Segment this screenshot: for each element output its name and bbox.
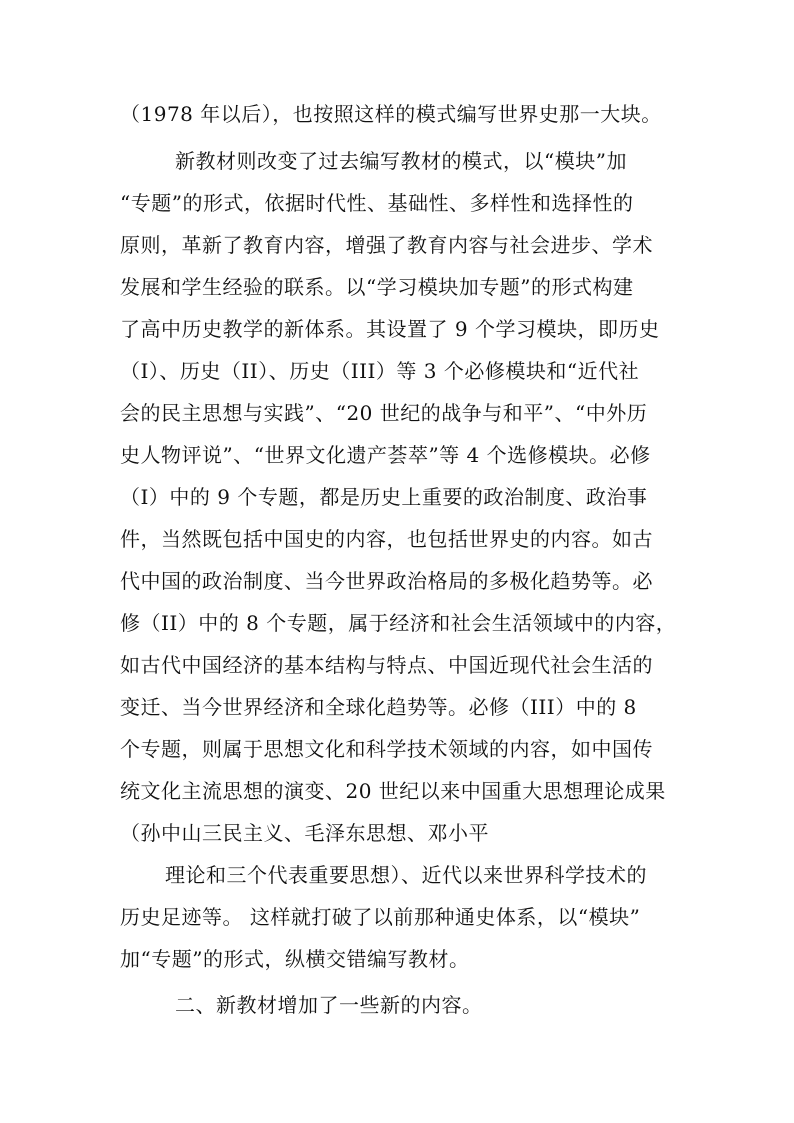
text-line-4: 原则，革新了教育内容，增强了教育内容与社会进步、学术: [120, 233, 653, 257]
text-line-12: 代中国的政治制度、当今世界政治格局的多极化趋势等。必: [120, 569, 653, 593]
text-line-20: 历史足迹等。 这样就打破了以前那种通史体系，以“模块”: [120, 905, 641, 929]
text-line-10: （I）中的 9 个专题，都是历史上重要的政治制度、政治事: [120, 485, 648, 509]
text-line-21: 加“专题”的形式，纵横交错编写教材。: [120, 947, 470, 971]
section-heading: 二、新教材增加了一些新的内容。: [175, 993, 483, 1017]
text-line-15: 变迁、当今世界经济和全球化趋势等。必修（III）中的 8: [120, 695, 637, 719]
text-line-16: 个专题，则属于思想文化和科学技术领域的内容，如中国传: [120, 737, 653, 761]
text-line-19: 理论和三个代表重要思想）、近代以来世界科学技术的: [165, 863, 647, 887]
text-line-13: 修（II）中的 8 个专题，属于经济和社会生活领域中的内容，: [120, 611, 677, 635]
text-line-7: （I）、历史（II）、历史（III）等 3 个必修模块和“近代社: [120, 359, 640, 383]
text-line-1: （1978 年以后），也按照这样的模式编写世界史那一大块。: [120, 102, 662, 126]
text-line-5: 发展和学生经验的联系。以“学习模块加专题”的形式构建: [120, 275, 634, 299]
text-line-18: （孙中山三民主义、毛泽东思想、邓小平: [120, 821, 489, 845]
text-line-11: 件，当然既包括中国史的内容，也包括世界史的内容。如古: [120, 527, 653, 551]
text-line-9: 史人物评说”、“世界文化遗产荟萃”等 4 个选修模块。必修: [120, 443, 651, 467]
text-line-14: 如古代中国经济的基本结构与特点、中国近现代社会生活的: [120, 653, 653, 677]
text-line-3: “专题”的形式，依据时代性、基础性、多样性和选择性的: [120, 191, 634, 215]
text-line-17: 统文化主流思想的演变、20 世纪以来中国重大思想理论成果: [120, 779, 666, 803]
text-line-8: 会的民主思想与实践”、“20 世纪的战争与和平”、“中外历: [120, 401, 648, 425]
text-line-6: 了高中历史教学的新体系。其设置了 9 个学习模块，即历史: [120, 317, 660, 341]
text-line-2: 新教材则改变了过去编写教材的模式，以“模块”加: [175, 149, 627, 173]
